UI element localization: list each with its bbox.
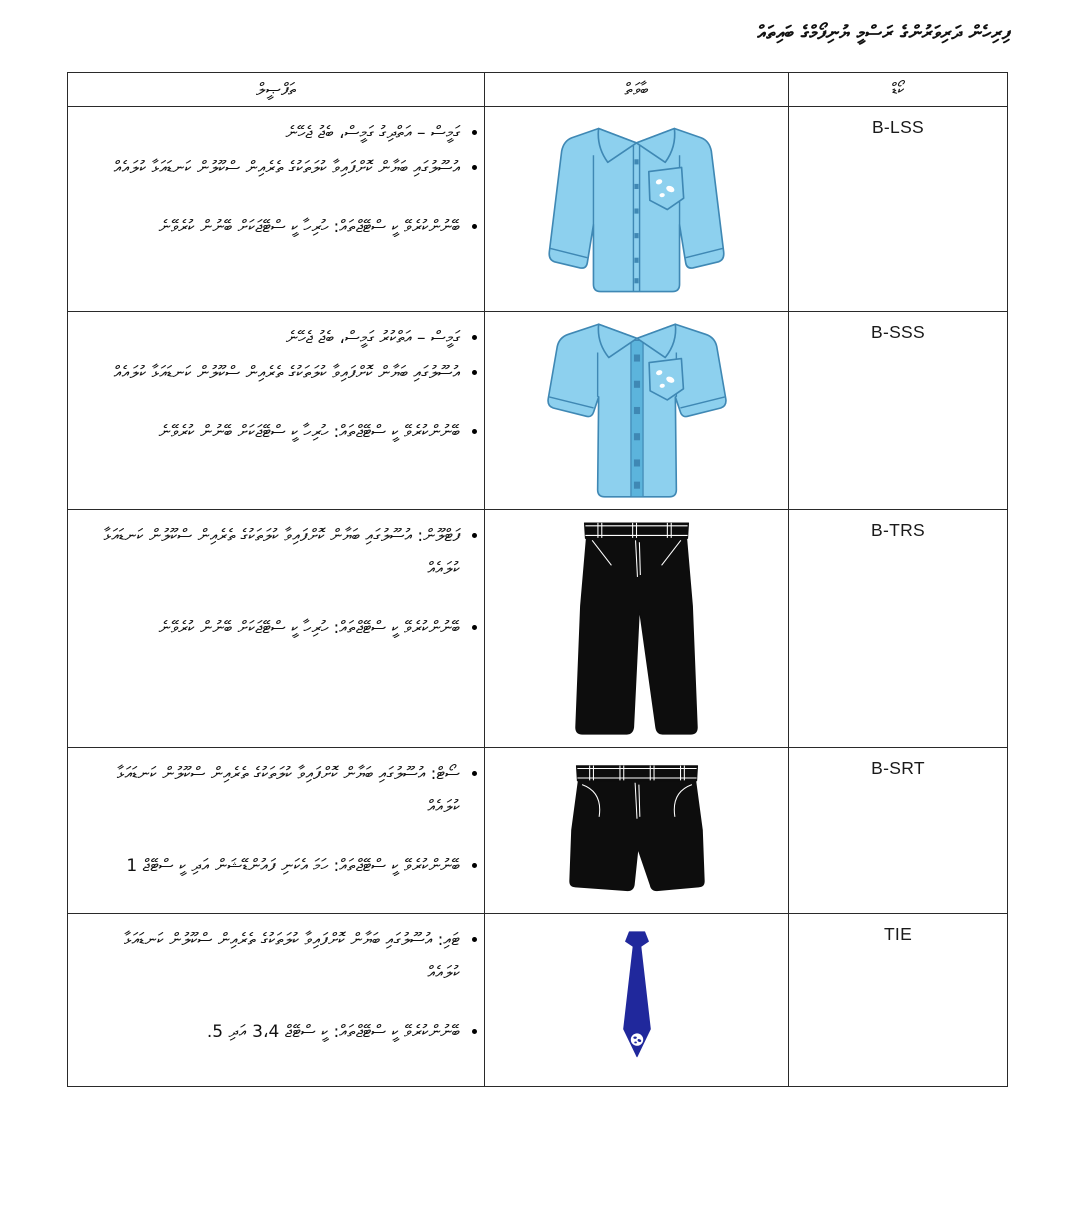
header-code: ކޯޑް [788,73,1007,106]
bullet-item: • ބޭނުންކުރެވޭ ކީ ސްޓޭޖްތައް: ހަމަ އެކަނި ފައުންޑޭޝަން އަދި ކީ ސްޓޭޖް 1 [102,850,460,883]
shorts-image [561,760,713,902]
table-row [68,311,1007,509]
header-details: ތަފްޞީލް [256,79,296,100]
item-image-cell [484,748,788,913]
code-cell [788,914,1007,1086]
description-list [68,758,484,883]
code-cell [788,748,1007,913]
bullet-item: • ޓައި: އުސޫލުގައި ބަޔާން ކޮށްފައިވާ ކުލަތަކުގެ ތެރެއިން ސްކޫލުން ކަނޑައަޅާ ކުލައެއް [102,924,460,990]
trousers-image [569,513,704,745]
item-code: B-SSS [870,322,926,342]
description-cell [68,914,484,1086]
description-list [68,520,484,645]
bullet-item: • ފަޓްލޫން: އުސޫލުގައި ބަޔާން ކޮށްފައިވާ ކުލަތަކުގެ ތެރެއިން ސްކޫލުން ކަނޑައަޅާ ކުލައެއް [102,520,460,586]
short-sleeve-shirt-image [526,312,748,509]
code-cell [788,107,1007,311]
bullet-item: • އުސޫލުގައި ބަޔާން ކޮށްފައިވާ ކުލަތަކުގެ ތެރެއިން ސްކޫލުން ކަނޑައަޅާ ކުލައެއް [102,152,460,185]
bullet-item: • ސޯޓް: އުސޫލުގައި ބަޔާން ކޮށްފައިވާ ކުލަތަކުގެ ތެރެއިން ސްކޫލުން ކަނޑައަޅާ ކުލައެއް [102,758,460,824]
description-list [68,117,484,244]
table-row [68,913,1007,1086]
bullet-item: • ގަމީސް – އަތްދިގު ގަމީސް، ބެޖު ޖެހޭނެ [102,117,460,150]
item-image-cell [484,914,788,1086]
uniform-table-body [68,106,1007,1086]
description-list [68,322,484,449]
description-cell [68,107,484,311]
table-row [68,509,1007,747]
item-image-cell [484,312,788,509]
item-code: B-SRT [871,758,925,778]
table-row [68,747,1007,913]
code-cell [788,312,1007,509]
page-title: ފިރިހެން ދަރިވަރުންގެ ރަސްމީ ޔުނިފޯމްގެ ބައިތައް [757,22,1010,44]
long-sleeve-shirt-image [534,114,739,304]
bullet-item: • ބޭނުންކުރެވޭ ކީ ސްޓޭޖްތައް: ހުރިހާ ކީ ސްޓޭޖަކަށް ބޭނުން ކުރެވޭނެ [102,211,460,244]
description-list [68,924,484,1049]
bullet-item: • އުސޫލުގައި ބަޔާން ކޮށްފައިވާ ކުލަތަކުގެ ތެރެއިން ސްކޫލުން ކަނޑައަޅާ ކުލައެއް [102,357,460,390]
item-image-cell [484,510,788,747]
description-cell [68,312,484,509]
item-code: TIE [883,924,913,944]
description-cell [68,510,484,747]
uniform-table [67,72,1008,1087]
code-cell [788,510,1007,747]
bullet-item: • ގަމީސް – އަތްކުރު ގަމީސް، ބެޖު ޖެހޭނެ [102,322,460,355]
bullet-item: • ބޭނުންކުރެވޭ ކީ ސްޓޭޖްތައް: ހުރިހާ ކީ ސްޓޭޖަކަށް ބޭނުން ކުރެވޭނެ [102,612,460,645]
description-cell [68,748,484,913]
header-type: ބާވަތް [484,73,788,106]
bullet-item: • ބޭނުންކުރެވޭ ކީ ސްޓޭޖްތައް: ކީ ސްޓޭޖް 3،4 އަދި 5. [102,1016,460,1049]
item-image-cell [484,107,788,311]
tie-image [613,929,661,1072]
item-code: B-LSS [871,117,925,137]
table-header-row [68,73,1007,106]
table-row [68,106,1007,311]
bullet-item: • ބޭނުންކުރެވޭ ކީ ސްޓޭޖްތައް: ހުރިހާ ކީ ސްޓޭޖަކަށް ބޭނުން ކުރެވޭނެ [102,416,460,449]
item-code: B-TRS [871,520,925,540]
